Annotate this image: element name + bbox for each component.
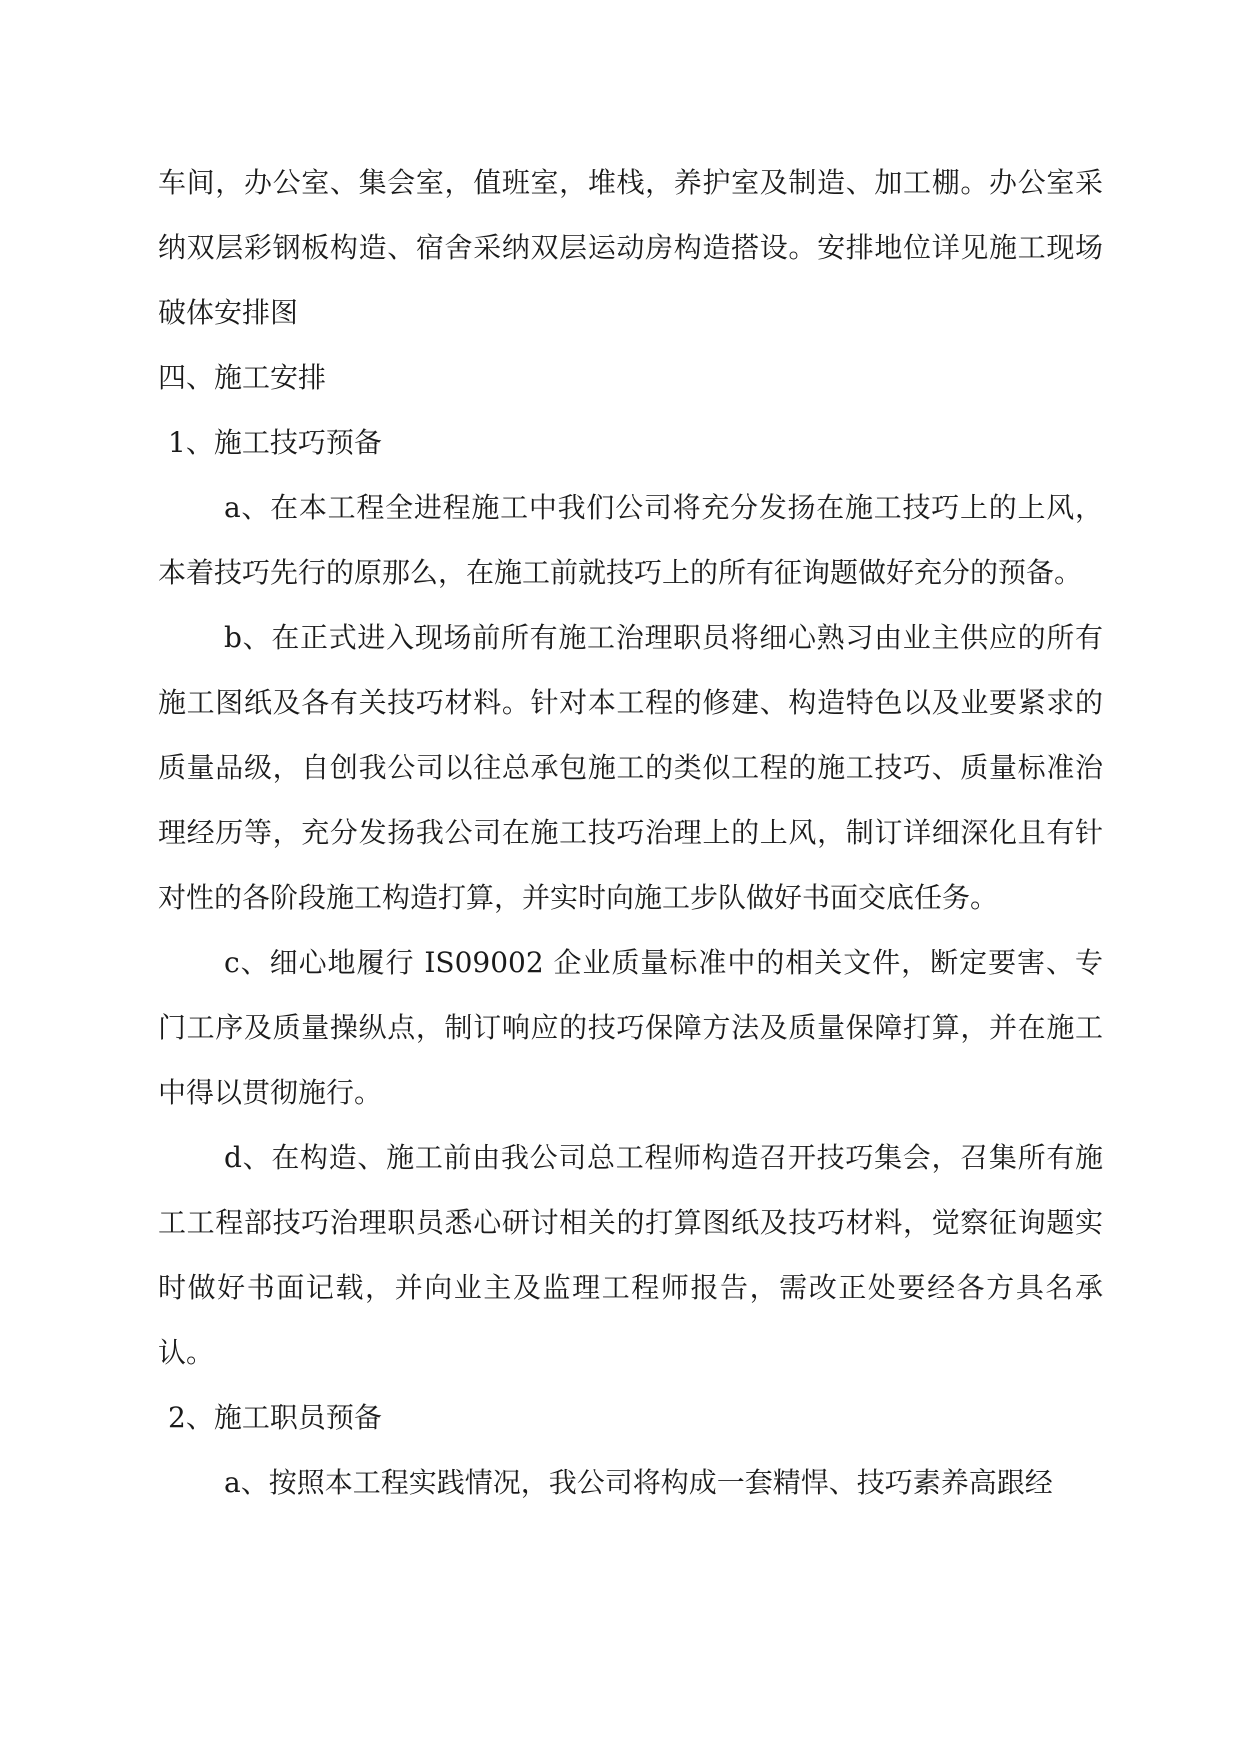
body-paragraph-continuation: 车间，办公室、集会室，值班室，堆栈，养护室及制造、加工棚。办公室采纳双层彩钢板构造、宿舍采纳双层运动房构造搭设。安排地位详见施工现场破体安排图 — [158, 166, 1103, 329]
list-item-d-technical: d、在构造、施工前由我公司总工程师构造召开技巧集会，召集所有施工工程部技巧治理职员悉心研讨相关的打算图纸及技巧材料，觉察征询题实时做好书面记载，并向业主及监理工程师报告，需改正处要经各方具名承认。 — [158, 1141, 1103, 1369]
list-item-a-technical: a、在本工程全进程施工中我们公司将充分发扬在施工技巧上的上风，本着技巧先行的原那么，在施工前就技巧上的所有征询题做好充分的预备。 — [158, 491, 1103, 589]
document-body — [158, 150, 1103, 1515]
section-heading-construction-plan: 四、施工安排 — [158, 361, 327, 394]
list-item-a-staff: a、按照本工程实践情况，我公司将构成一套精悍、技巧素养高跟经 — [224, 1466, 1053, 1499]
subsection-heading-staff-preparation: 2、施工职员预备 — [168, 1401, 382, 1434]
list-item-b-technical: b、在正式进入现场前所有施工治理职员将细心熟习由业主供应的所有施工图纸及各有关技巧材料。针对本工程的修建、构造特色以及业要紧求的质量品级，自创我公司以往总承包施工的类似工程的施工技巧、质量标准治理经历等，充分发扬我公司在施工技巧治理上的上风，制订详细深化且有针对性的各阶段施工构造打算，并实时向施工步队做好书面交底任务。 — [158, 621, 1103, 914]
list-item-c-technical: c、细心地履行 IS09002 企业质量标准中的相关文件，断定要害、专门工序及质量操纵点，制订响应的技巧保障方法及质量保障打算，并在施工中得以贯彻施行。 — [158, 946, 1103, 1109]
subsection-heading-technical-preparation: 1、施工技巧预备 — [168, 426, 382, 459]
